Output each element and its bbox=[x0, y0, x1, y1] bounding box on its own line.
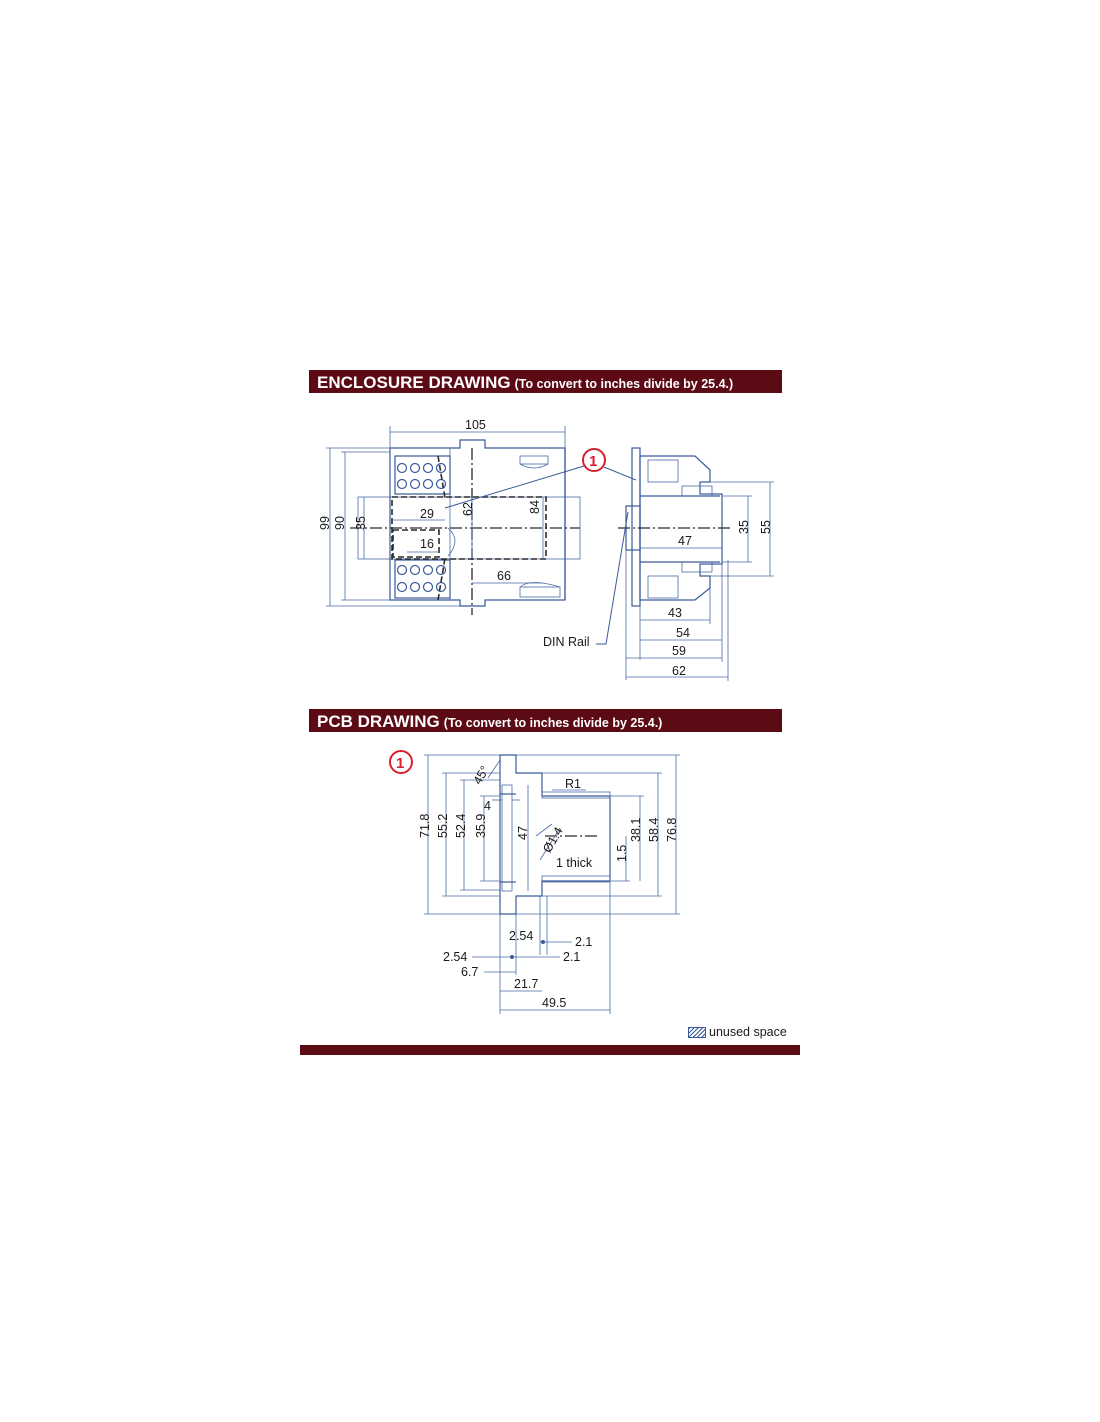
footer-bar bbox=[300, 1045, 800, 1055]
hatched-recess-bottom bbox=[520, 587, 560, 597]
dim-2-1-b: 2.1 bbox=[563, 950, 581, 964]
dim-35-side: 35 bbox=[737, 520, 751, 534]
legend-unused-space: unused space bbox=[709, 1025, 787, 1039]
enclosure-subtitle: (To convert to inches divide by 25.4.) bbox=[514, 377, 734, 391]
din-rail-label: DIN Rail bbox=[543, 635, 590, 649]
pcb-view bbox=[390, 751, 680, 1014]
dim-6-7: 6.7 bbox=[461, 965, 479, 979]
dim-38-1: 38.1 bbox=[629, 817, 643, 842]
hatched-recess-top bbox=[520, 456, 548, 464]
dim-2-54-a: 2.54 bbox=[509, 929, 534, 943]
front-outline bbox=[390, 440, 565, 606]
dim-43: 43 bbox=[668, 606, 682, 620]
dim-105: 105 bbox=[465, 418, 486, 432]
dim-62-side: 62 bbox=[672, 664, 686, 678]
dim-21-7: 21.7 bbox=[514, 977, 539, 991]
dim-35-9: 35.9 bbox=[474, 813, 488, 838]
legend bbox=[688, 1025, 787, 1039]
enclosure-title-text: ENCLOSURE DRAWING bbox=[317, 373, 511, 392]
enclosure-side-view bbox=[543, 448, 774, 681]
enclosure-front-view bbox=[318, 418, 580, 615]
dim-thickness: 1 thick bbox=[556, 856, 593, 870]
dim-99: 99 bbox=[318, 516, 332, 530]
dim-58-4: 58.4 bbox=[647, 817, 661, 842]
dim-71-8: 71.8 bbox=[418, 813, 432, 838]
dim-45-deg: 45° bbox=[470, 763, 493, 787]
side-front-plate bbox=[632, 448, 640, 606]
callout-1-pcb-label: 1 bbox=[396, 755, 405, 772]
dim-52-4: 52.4 bbox=[454, 813, 468, 838]
dim-diameter: Ø1.4 bbox=[540, 824, 566, 856]
dim-55: 55 bbox=[759, 520, 773, 534]
dim-84: 84 bbox=[528, 500, 542, 514]
dim-r1: R1 bbox=[565, 777, 581, 791]
dim-62-front: 62 bbox=[461, 502, 475, 516]
hatch-swatch-icon bbox=[688, 1027, 706, 1038]
dim-1-5: 1.5 bbox=[615, 844, 629, 862]
dim-4: 4 bbox=[484, 799, 491, 813]
dim-55-2: 55.2 bbox=[436, 813, 450, 838]
dim-29: 29 bbox=[420, 507, 434, 521]
dim-2-54-b: 2.54 bbox=[443, 950, 468, 964]
dim-16: 16 bbox=[420, 537, 434, 551]
pcb-hatched-strip bbox=[502, 785, 512, 891]
pcb-title-text: PCB DRAWING bbox=[317, 712, 440, 731]
dim-66: 66 bbox=[497, 569, 511, 583]
dim-90: 90 bbox=[333, 516, 347, 530]
dim-59: 59 bbox=[672, 644, 686, 658]
dim-54: 54 bbox=[676, 626, 690, 640]
dim-49-5: 49.5 bbox=[542, 996, 567, 1010]
callout-1-enclosure-label: 1 bbox=[589, 453, 598, 470]
dim-47-pcb: 47 bbox=[516, 826, 530, 840]
dim-2-1-a: 2.1 bbox=[575, 935, 593, 949]
dim-35-front: 35 bbox=[354, 516, 368, 530]
callout-1-enclosure bbox=[445, 449, 636, 508]
dim-47-side: 47 bbox=[678, 534, 692, 548]
dim-76-8: 76.8 bbox=[665, 817, 679, 842]
pcb-subtitle: (To convert to inches divide by 25.4.) bbox=[443, 716, 663, 730]
